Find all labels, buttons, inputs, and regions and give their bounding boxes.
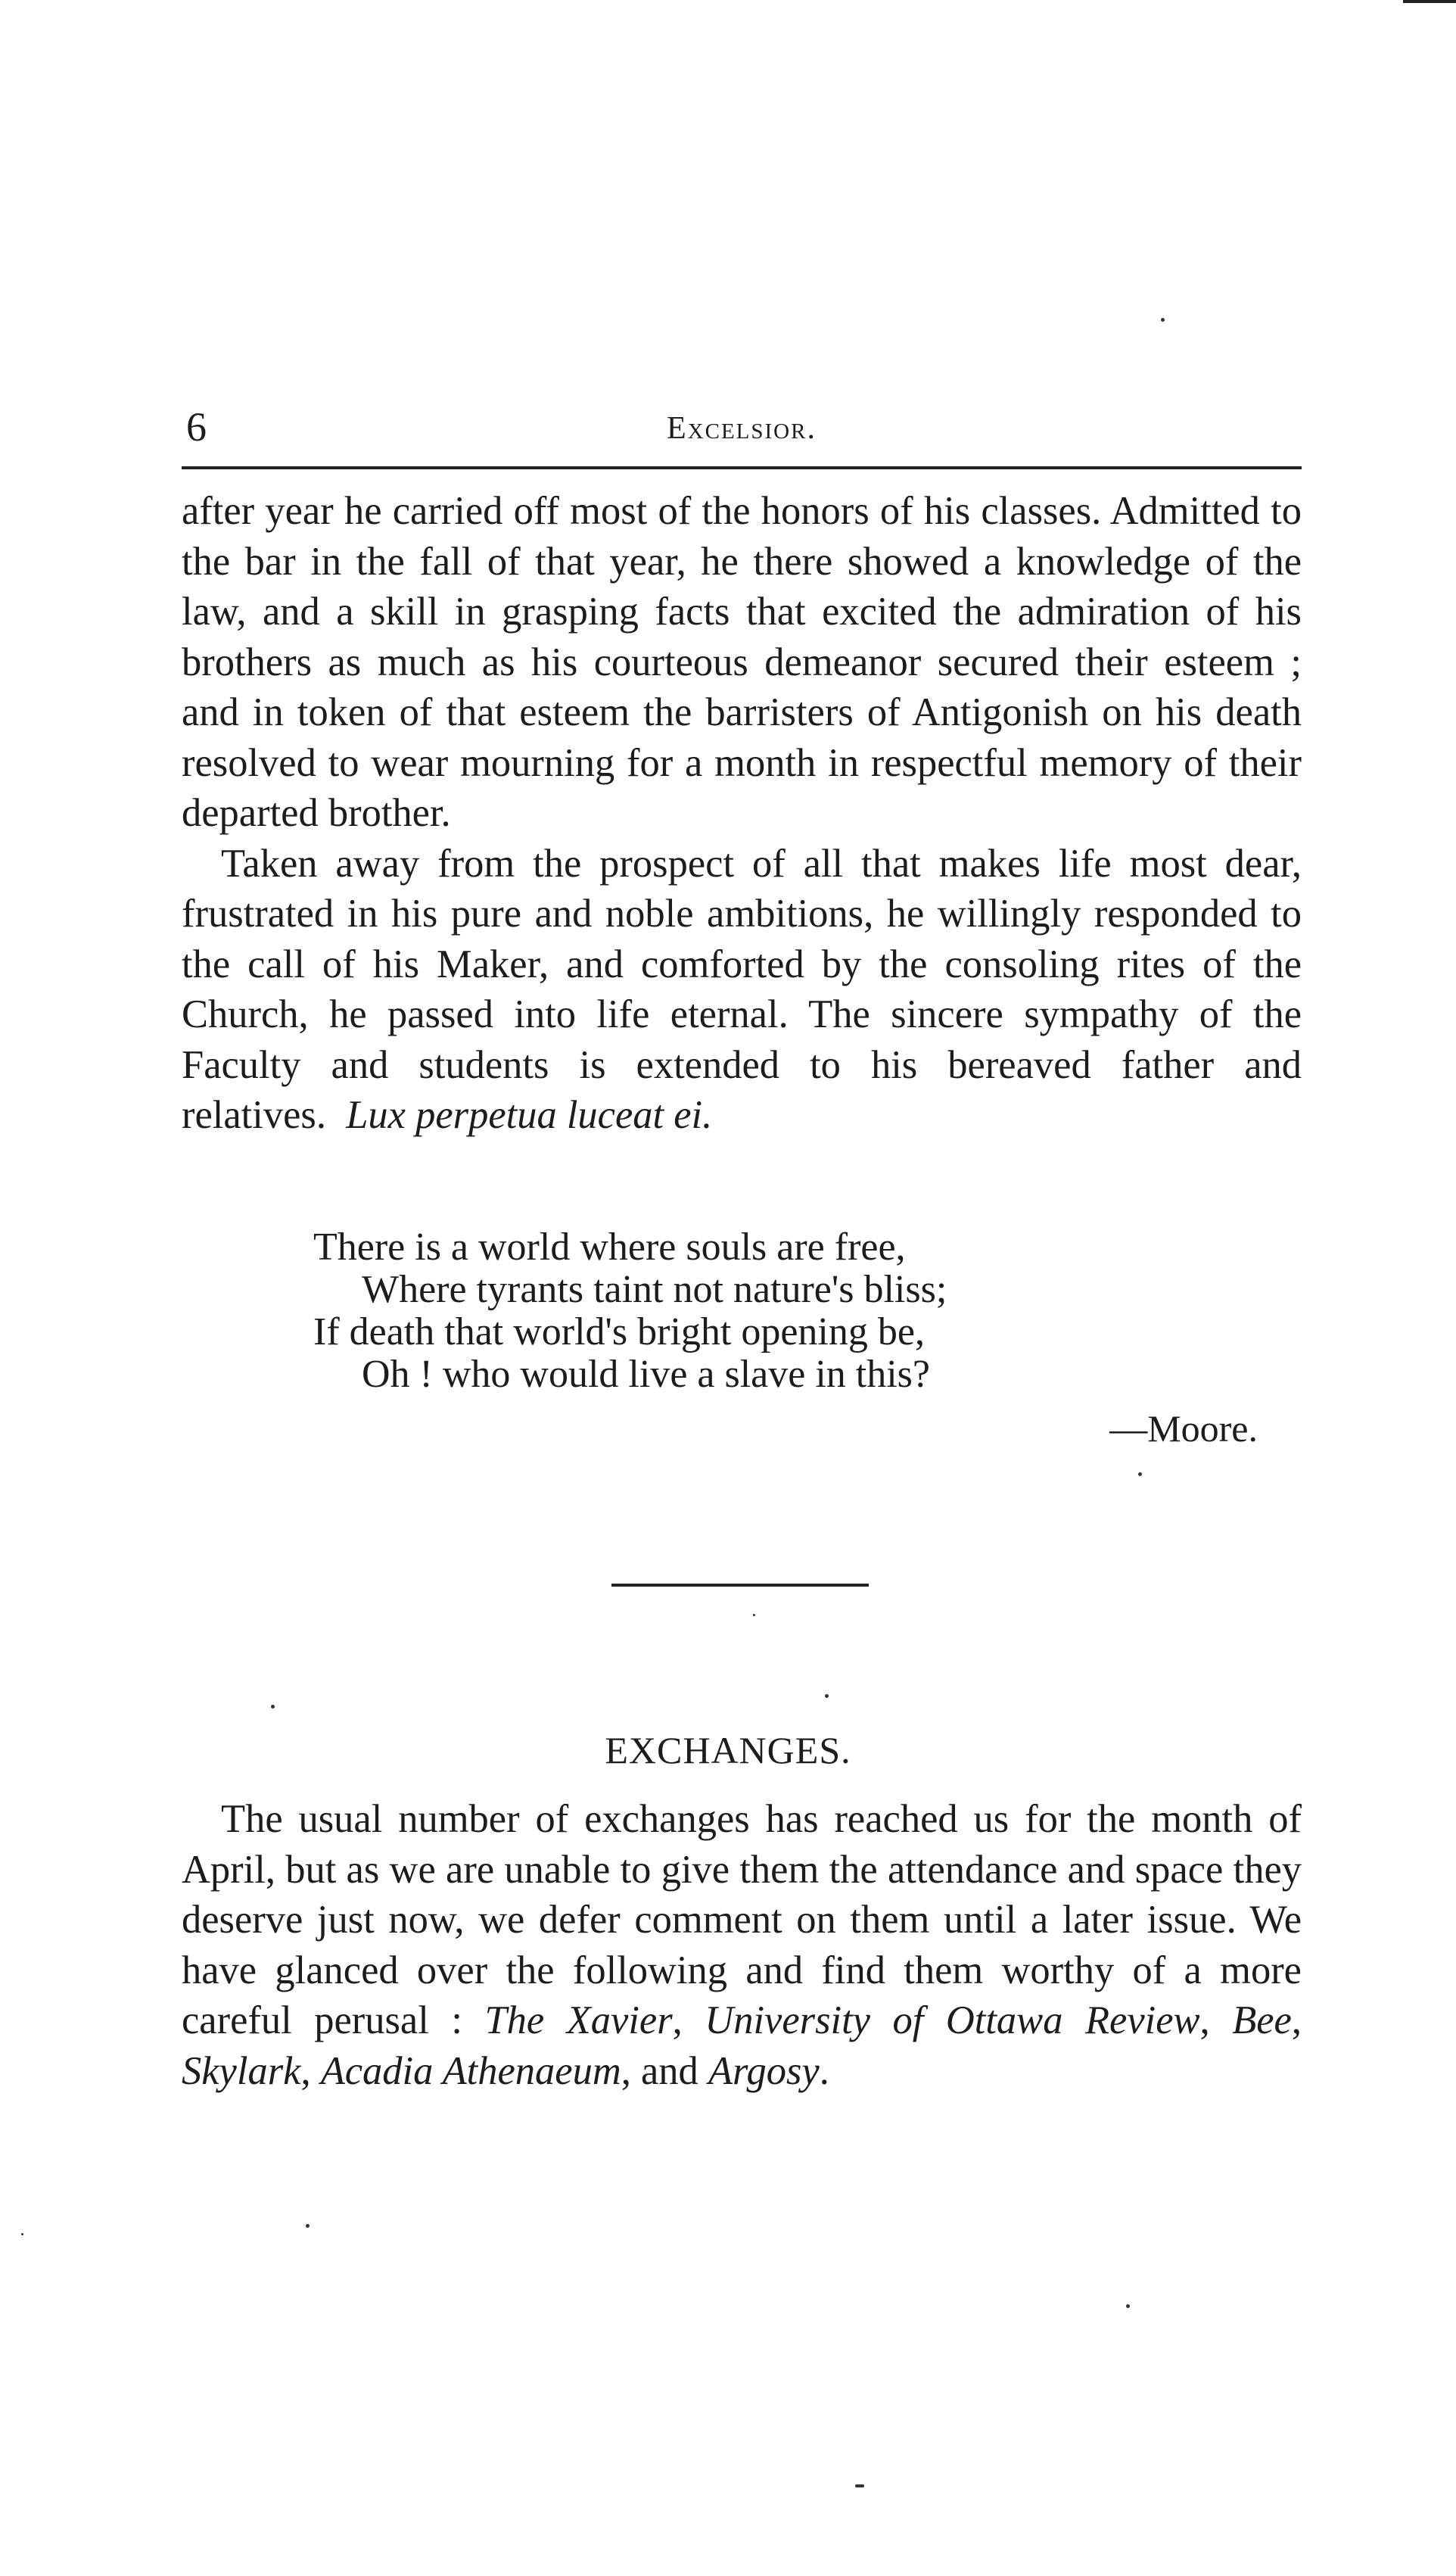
obituary-paragraph-2: [182, 839, 1302, 1141]
section-divider: [611, 1584, 869, 1587]
poem-attribution: —Moore.: [1109, 1407, 1258, 1450]
publication-title: Skylark: [182, 2048, 301, 2093]
scan-speck: [753, 1614, 755, 1616]
publication-title: Bee: [1232, 1998, 1292, 2042]
scan-speck: [1161, 318, 1165, 322]
page-header: [182, 394, 1302, 454]
exchanges-text: [182, 1794, 1302, 2096]
poem-line: Where tyrants taint not nature's bliss;: [362, 1268, 947, 1311]
scan-speck: [1138, 1472, 1142, 1476]
exchanges-paragraph: The usual number of exchanges has reached us for the month of April, but as we are unable to give them the attendance and space they deserve just now, we defer comment on them until a later issue. We have glanced over the following and find them worthy of a more careful perusal : The Xavier, University of Ottawa Review, Bee, Skylark, Acadia Athenaeum, and Argosy.: [182, 1797, 1302, 2093]
header-rule: [182, 466, 1302, 469]
scan-edge-mark: [1403, 0, 1456, 3]
obituary-text: [182, 486, 1302, 1141]
scan-speck: [1126, 2304, 1130, 2308]
poem-line: There is a world where souls are free,: [313, 1226, 906, 1269]
page-number: 6: [186, 404, 207, 450]
poem-line: If death that world's bright opening be,: [313, 1310, 925, 1353]
conjunction: and: [641, 2048, 698, 2093]
obituary-paragraph-2-text: Taken away from the prospect of all that makes life most dear, frustrated in his pure and noble ambitions, he willingly responded to the call of his Maker, and comforted by the consoling rites of the Church, he passed into life eternal. The sincere sympathy of the Faculty and students is extended to his bereaved father and relatives.: [182, 841, 1302, 1137]
scan-speck: [825, 1694, 829, 1698]
running-title: Excelsior.: [667, 411, 817, 446]
publication-title: Argosy: [708, 2048, 820, 2093]
exchanges-intro: The usual number of exchanges has reached us for the month of April, but as we are unable to give them the attendance and space they deserve just now, we defer comment on them until a later issue. We have glanced over the following and find them worthy of a more careful perusal :: [182, 1797, 1302, 2042]
scan-speck: [21, 2233, 23, 2235]
publication-title: Acadia Athenaeum: [320, 2048, 621, 2093]
latin-closing: Lux perpetua luceat ei.: [346, 1093, 713, 1137]
poem: [313, 1226, 1297, 1396]
exchanges-heading: EXCHANGES.: [605, 1729, 851, 1771]
scan-speck: [271, 1705, 275, 1709]
scan-speck: [855, 2484, 864, 2487]
scan-speck: [306, 2224, 310, 2228]
publication-title: University of Ottawa Review: [705, 1998, 1200, 2042]
poem-line: Oh ! who would live a slave in this?: [362, 1353, 930, 1396]
obituary-paragraph-1: after year he carried off most of the honors of his classes. Admitted to the bar in the fall of that year, he there showed a knowledge of the law, and a skill in grasping facts that excited the admiration of his brothers as much as his courteous demeanor secured their esteem ; and in token of that esteem the barristers of Antigonish on his death resolved to wear mourning for a month in respectful memory of their departed brother.: [182, 489, 1302, 835]
publication-title: The Xavier: [484, 1998, 673, 2042]
